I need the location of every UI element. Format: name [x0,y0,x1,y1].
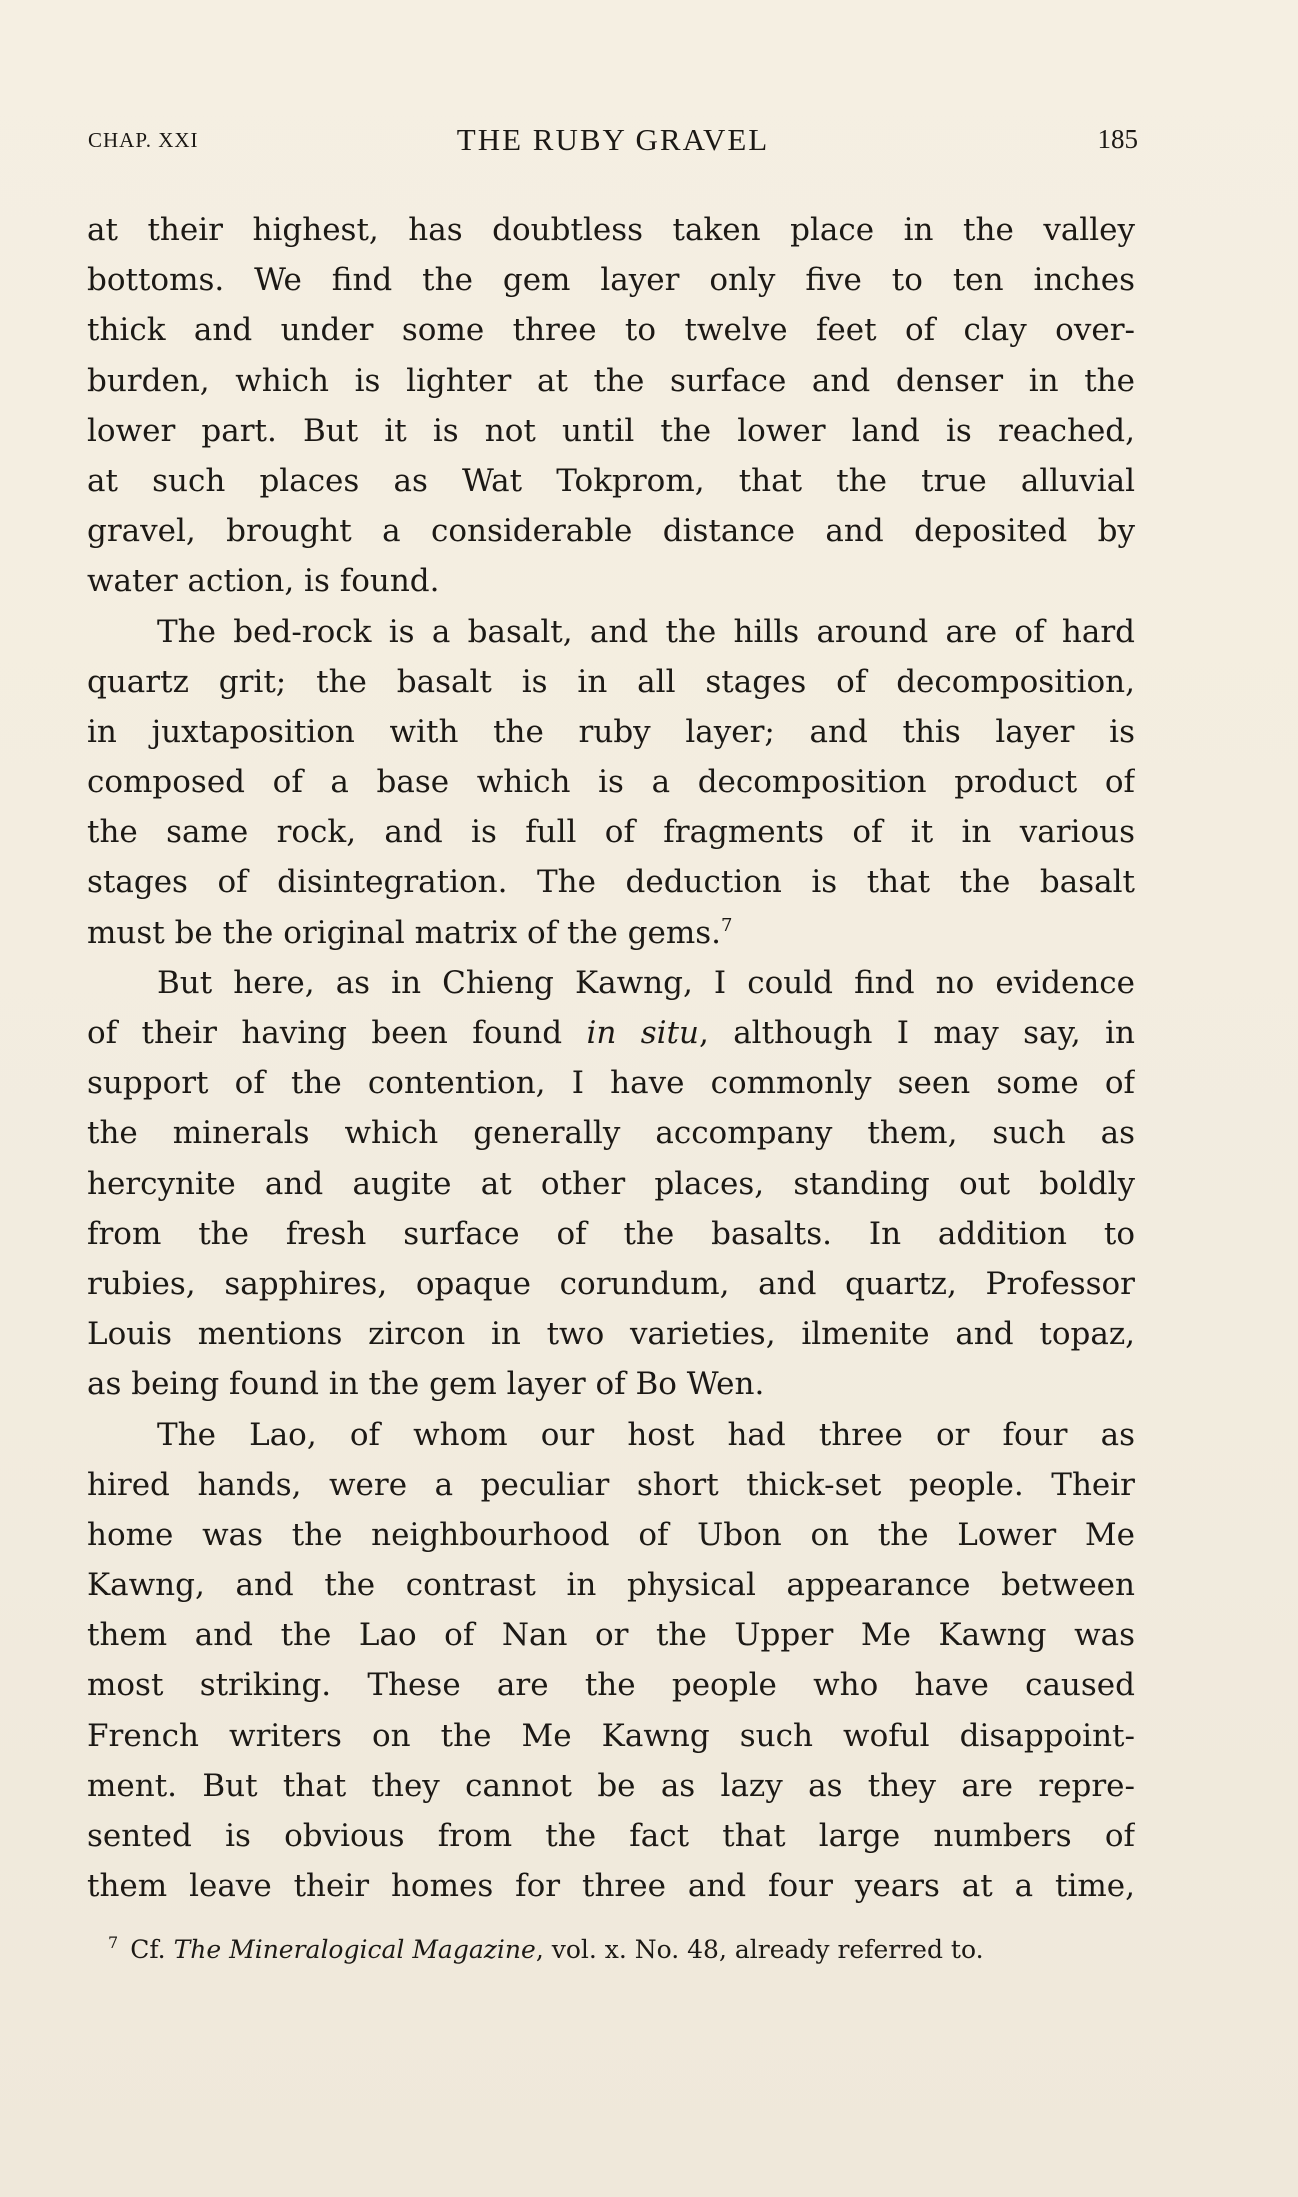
text-line: Kawng, and the contrast in physical appearance between [87,1567,1135,1604]
body-text [87,205,1135,1911]
text-line: rubies, sapphires, opaque corundum, and quartz, Professor [87,1265,1135,1302]
text-line: bottoms. We find the gem layer only five to ten inches [87,262,1135,299]
text-line: them leave their homes for three and four years at a time, [87,1868,1135,1905]
text-line: French writers on the Me Kawng such woful disappoint- [87,1717,1135,1754]
footnote-journal: The Mineralogical Magazine [173,1935,536,1964]
text-line: sented is obvious from the fact that large numbers of [87,1818,1135,1854]
text-line: them and the Lao of Nan or the Upper Me Kawng was [87,1617,1135,1654]
footnote-suffix: , vol. x. No. 48, already referred to. [535,1935,984,1964]
text-line: lower part. But it is not until the lower land is reached, [87,412,1135,449]
text-line: water action, is found. [87,563,440,600]
text-line: hercynite and augite at other places, standing out boldly [87,1165,1135,1202]
text-line: burden, which is lighter at the surface and denser in the [87,362,1135,399]
text-line: gravel, brought a considerable distance and deposited by [87,513,1135,550]
text-line: the same rock, and is full of fragments of it in various [87,814,1135,851]
text-segment: of their having been found [87,1015,587,1051]
text-line: the minerals which generally accompany them, such as [87,1115,1135,1152]
text-line: But here, as in Chieng Kawng, I could find no evidence [157,964,1135,1001]
footnote [108,1925,1138,1968]
text-line: thick and under some three to twelve feet of clay over- [87,312,1135,349]
text-line: as being found in the gem layer of Bo Wen. [87,1366,765,1403]
running-head [88,122,1138,162]
page-number: 185 [1097,124,1138,154]
text-line: home was the neighbourhood of Ubon on the Lower Me [87,1516,1135,1553]
paragraph-2 [87,607,1135,958]
text-line-content: must be the original matrix of the gems. [87,914,721,951]
text-line: ment. But that they cannot be as lazy as they are repre- [87,1767,1135,1804]
running-title: THE RUBY GRAVEL [456,122,770,157]
text-line: support of the contention, I have commonly seen some of [87,1065,1135,1102]
text-line: Louis mentions zircon in two varieties, ilmenite and topaz, [87,1316,1135,1353]
text-line: The Lao, of whom our host had three or four as [157,1416,1135,1453]
footnote-prefix: Cf. [130,1935,174,1964]
text-line: in juxtaposition with the ruby layer; and this layer is [87,713,1135,750]
paragraph-1 [87,205,1135,607]
text-segment: , although I may say, in [698,1015,1135,1051]
italic-term: in situ [586,1015,699,1051]
footnote-mark: 7 [108,1933,119,1952]
text-line [87,1008,1135,1058]
chapter-label: CHAP. XXI [88,128,199,152]
text-line: from the fresh surface of the basalts. In addition to [87,1215,1135,1252]
text-line: at their highest, has doubtless taken place in the valley [87,212,1135,248]
text-line: at such places as Wat Tokprom, that the true alluvial [87,462,1135,499]
paragraph-4 [87,1410,1135,1912]
text-line: stages of disintegration. The deduction is that the basalt [87,864,1135,901]
footnote-ref: 7 [721,914,733,936]
text-line: most striking. These are the people who have caused [87,1667,1135,1704]
text-line [87,908,1135,958]
paragraph-3 [87,958,1135,1410]
text-line: composed of a base which is a decomposition product of [87,764,1135,801]
text-line: The bed-rock is a basalt, and the hills around are of hard [157,613,1135,650]
text-line: quartz grit; the basalt is in all stages of decomposition, [87,663,1135,700]
text-line: hired hands, were a peculiar short thick-set people. Their [87,1466,1135,1503]
